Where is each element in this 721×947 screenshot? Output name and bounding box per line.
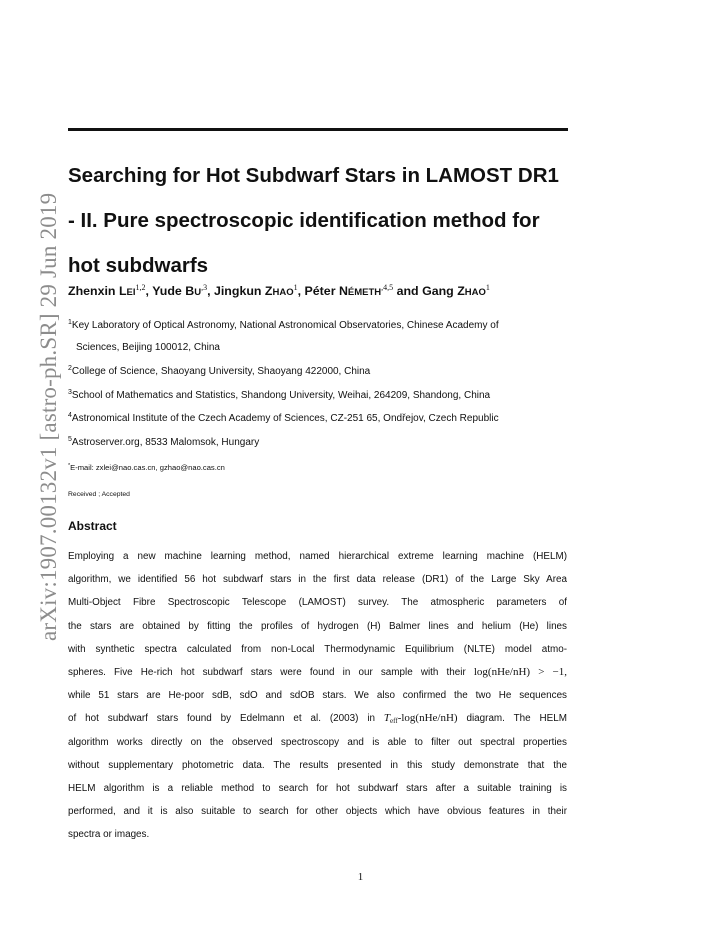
affiliation-text: Astronomical Institute of the Czech Academy of Sciences, CZ-251 65, Ondřejov, Czech Republic	[71, 413, 499, 424]
email-marker: *	[68, 463, 71, 469]
abstract-line: algorithm works directly on the observed spectroscopy and is able to filter out spectral properties	[68, 736, 567, 748]
abstract-line: HELM algorithm is a reliable method to search for hot subdwarf stars after a suitable training is	[68, 782, 567, 794]
affiliation-number: 3	[68, 389, 72, 396]
affiliation-text: Key Laboratory of Optical Astronomy, National Astronomical Observatories, Chinese Academy of	[71, 320, 499, 331]
affiliation-1	[68, 312, 499, 359]
author-affiliation-marks: ,4,5	[381, 283, 394, 292]
title-line: hot subdwarfs	[68, 254, 209, 277]
affiliation-4	[68, 405, 499, 430]
abstract-line: performed, and it is also suitable to search for other objects which have obvious features in their	[68, 806, 567, 818]
abstract-line	[68, 707, 567, 730]
author-family-name: BU	[185, 284, 202, 298]
author-given-name: Yude	[152, 284, 186, 298]
affiliation-5	[68, 429, 259, 454]
email-text: E-mail: zxlei@nao.cas.cn, gzhao@nao.cas.cn	[70, 463, 225, 472]
author-family-name: NÉMETH	[338, 284, 382, 298]
abstract-text: diagram. The HELM	[457, 713, 567, 725]
author-separator: ,	[207, 284, 214, 298]
affiliation-continuation: Sciences, Beijing 100012, China	[76, 342, 220, 353]
paper-title	[68, 153, 578, 288]
author-given-name: Péter	[304, 284, 339, 298]
arxiv-identifier-stamp: arXiv:1907.00132v1 [astro-ph.SR] 29 Jun 2019	[36, 192, 61, 641]
abstract-text: spheres. Five He-rich hot subdwarf stars were found in our sample with their	[68, 666, 474, 678]
affiliation-number: 5	[68, 436, 72, 443]
author-affiliation-marks: 1	[485, 283, 490, 292]
inline-math-he-ratio: log(nHe/nH) > −1,	[473, 665, 567, 678]
affiliation-text: Astroserver.org, 8533 Malomsok, Hungary	[71, 437, 260, 448]
author-family-name: ZHAO	[457, 284, 486, 298]
math-subscript: eff	[390, 717, 398, 726]
affiliation-2	[68, 358, 370, 383]
abstract-line: while 51 stars are He-poor sdB, sdO and sdOB stars. We also confirmed the two He sequences	[68, 690, 567, 702]
author-family-name: ZHAO	[264, 284, 294, 298]
abstract-line: spectra or images.	[68, 829, 150, 841]
abstract-line	[68, 661, 567, 684]
author-separator: ,	[297, 284, 305, 298]
received-accepted-line: Received ; Accepted	[68, 491, 130, 498]
title-line: Searching for Hot Subdwarf Stars in LAMOST DR1	[68, 164, 559, 187]
affiliation-number: 4	[68, 412, 72, 419]
author-separator: and	[393, 284, 423, 298]
abstract-line: Employing a new machine learning method, named hierarchical extreme learning machine (HELM)	[68, 551, 567, 562]
inline-math-teff-diagram	[384, 712, 458, 724]
abstract-line: algorithm, we identified 56 hot subdwarf stars in the first data release (DR1) of the Large Sky Area	[68, 574, 567, 586]
abstract-text: of hot subdwarf stars found by Edelmann et al. (2003) in	[68, 713, 384, 725]
author-affiliation-marks: 1,2	[135, 283, 146, 292]
affiliation-3	[68, 382, 490, 407]
author-list	[68, 283, 588, 298]
affiliation-text: School of Mathematics and Statistics, Shandong University, Weihai, 264209, Shandong, China	[71, 390, 491, 401]
math-expression: -log(nHe/nH)	[397, 712, 458, 725]
author-affiliation-marks: ,3	[201, 283, 208, 292]
author-given-name: Gang	[422, 284, 458, 298]
author-affiliation-marks: 1	[293, 283, 298, 292]
math-symbol-t: T	[383, 712, 391, 725]
title-rule	[68, 128, 568, 131]
abstract-line: without supplementary photometric data. The results presented in this study demonstrate that the	[68, 759, 567, 771]
abstract-heading: Abstract	[68, 519, 117, 533]
author-family-name: LEI	[118, 284, 136, 298]
author-separator: ,	[145, 284, 153, 298]
abstract-line: with synthetic spectra calculated from non-Local Thermodynamic Equilibrium (NLTE) model atmo-	[68, 643, 567, 655]
page-number: 1	[357, 871, 364, 883]
affiliation-number: 2	[68, 365, 72, 372]
abstract-line: the stars are obtained by fitting the profiles of hydrogen (H) Balmer lines and helium (He) lines	[68, 620, 567, 632]
abstract-body	[68, 545, 567, 846]
title-line: - II. Pure spectroscopic identification method for	[68, 209, 540, 232]
affiliation-number: 1	[68, 319, 72, 326]
author-given-name: Jingkun	[213, 284, 265, 298]
abstract-line: Multi-Object Fibre Spectroscopic Telescope (LAMOST) survey. The atmospheric parameters of	[68, 597, 567, 609]
affiliation-text: College of Science, Shaoyang University, Shaoyang 422000, China	[71, 366, 371, 377]
author-given-name: Zhenxin	[68, 284, 119, 298]
corresponding-email	[68, 463, 225, 472]
